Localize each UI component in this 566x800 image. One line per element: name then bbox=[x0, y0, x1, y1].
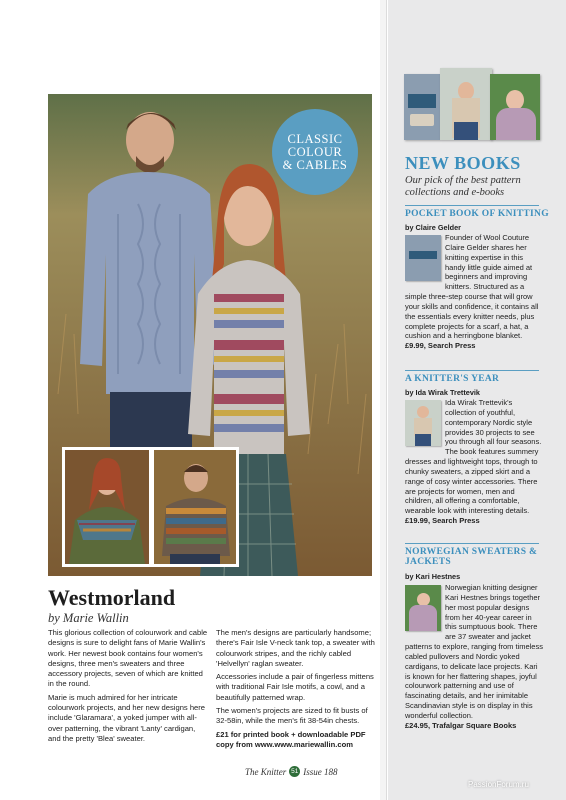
book-description: Norwegian knitting designer Kari Hestnes brings together her most popular designs from her 40-year career in this sumptuous book. There are 37 sweater and jacket patterns to explore, ranging from timeless cabled pullovers and Nordic yoked cardigans, to delicate lace projects. Kari is known for her flattering shapes, joyful colourwork patterning and use of fascinating details, and her inimitable Scandinavian style is on display in this wonderful collection. bbox=[405, 583, 543, 720]
book-review bbox=[405, 233, 543, 351]
page-gutter bbox=[380, 0, 387, 800]
cover-pocket-book bbox=[404, 74, 440, 140]
article-column-1 bbox=[48, 628, 208, 747]
paragraph: This glorious collection of colourwork and cable designs is sure to delight fans of Marie Wallin's work. Her newest book contains four women's designs, three men's sweaters and three accessory projects, seven of which are knitted in the round. bbox=[48, 628, 208, 689]
sidebar-subtitle: Our pick of the best pattern collections and e-books bbox=[405, 175, 521, 198]
cover-knitters-year bbox=[440, 68, 492, 140]
badge-line-3: & CABLES bbox=[282, 157, 348, 172]
paragraph: The men's designs are particularly handsome; there's Fair Isle V-neck tank top, a sweater with colourwork stripes, and the richly cabled 'Helvellyn' raglan sweater. bbox=[216, 628, 375, 668]
classic-colour-badge bbox=[272, 109, 358, 195]
book-thumbnail bbox=[405, 235, 441, 281]
article-title: Westmorland bbox=[48, 585, 176, 610]
page-footer bbox=[245, 766, 338, 777]
paragraph: The women's projects are sized to fit busts of 32-58in, while the men's fit 38-54in chests. bbox=[216, 706, 368, 726]
inset-photo-sweater bbox=[151, 447, 239, 567]
book-review bbox=[405, 583, 543, 731]
book-title: A KNITTER'S YEAR bbox=[405, 374, 500, 384]
book-title: POCKET BOOK OF KNITTING bbox=[405, 209, 549, 219]
book-covers bbox=[404, 66, 540, 142]
book-author: by Kari Hestnes bbox=[405, 572, 461, 581]
article-byline: by Marie Wallin bbox=[48, 611, 129, 625]
book-description: Founder of Wool Couture Claire Gelder shares her knitting expertise in this handy little guide aimed at beginners and improving knitters. Structured as a simple three-step course that will grow your skills and confidence, it contains all the essentials every knitter needs, plus complete projects for a scarf, a hat, a cushion and a herringbone blanket. bbox=[405, 233, 539, 341]
divider bbox=[405, 205, 539, 206]
page-number: 51 bbox=[291, 768, 299, 775]
book-thumbnail bbox=[405, 400, 441, 446]
sidebar-title: NEW BOOKS bbox=[405, 153, 521, 173]
magazine-name: The Knitter bbox=[245, 766, 287, 777]
article-column-2 bbox=[216, 628, 376, 753]
book-price: £24.95, Trafalgar Square Books bbox=[405, 720, 517, 730]
divider bbox=[405, 370, 539, 371]
paragraph: Marie is much admired for her intricate colourwork projects, and her new designs here include 'Glaramara', a yoked jumper with all-over patterning, the vibrant 'Lanty' cardigan, and the pretty 'Blea' sweater. bbox=[48, 692, 206, 743]
badge-line-1: CLASSIC bbox=[287, 131, 343, 146]
issue-number: Issue 188 bbox=[303, 766, 338, 777]
book-title: NORWEGIAN SWEATERS & JACKETS bbox=[405, 547, 538, 567]
watermark: PassionForum.ru bbox=[468, 780, 529, 789]
paragraph: Accessories include a pair of fingerless mittens with traditional Fair Isle motifs, a cowl, and a beautifully patterned wrap. bbox=[216, 672, 374, 702]
badge-line-2: COLOUR bbox=[287, 144, 343, 159]
book-review bbox=[405, 398, 543, 526]
book-author: by Claire Gelder bbox=[405, 223, 461, 232]
book-thumbnail bbox=[405, 585, 441, 631]
book-price: £19.99, Search Press bbox=[405, 516, 480, 526]
inset-photo-wrap bbox=[62, 447, 152, 567]
book-description: Ida Wirak Trettevik's collection of youthful, contemporary Nordic style provides 30 projects to see you through all four seasons. The book features summery dresses and lightweight tops, through to chunky sweaters, a zipped skirt and a range of cosy winter accessories. There are projects for women, men and children, all offering a comfortable, wearable look with interesting details. bbox=[405, 398, 542, 516]
article-price: £21 for printed book + downloadable PDF copy from www.www.mariewallin.com bbox=[216, 729, 366, 749]
cover-norwegian-sweaters bbox=[490, 74, 540, 140]
book-author: by Ida Wirak Trettevik bbox=[405, 388, 480, 397]
book-price: £9.99, Search Press bbox=[405, 341, 476, 351]
divider bbox=[405, 543, 539, 544]
